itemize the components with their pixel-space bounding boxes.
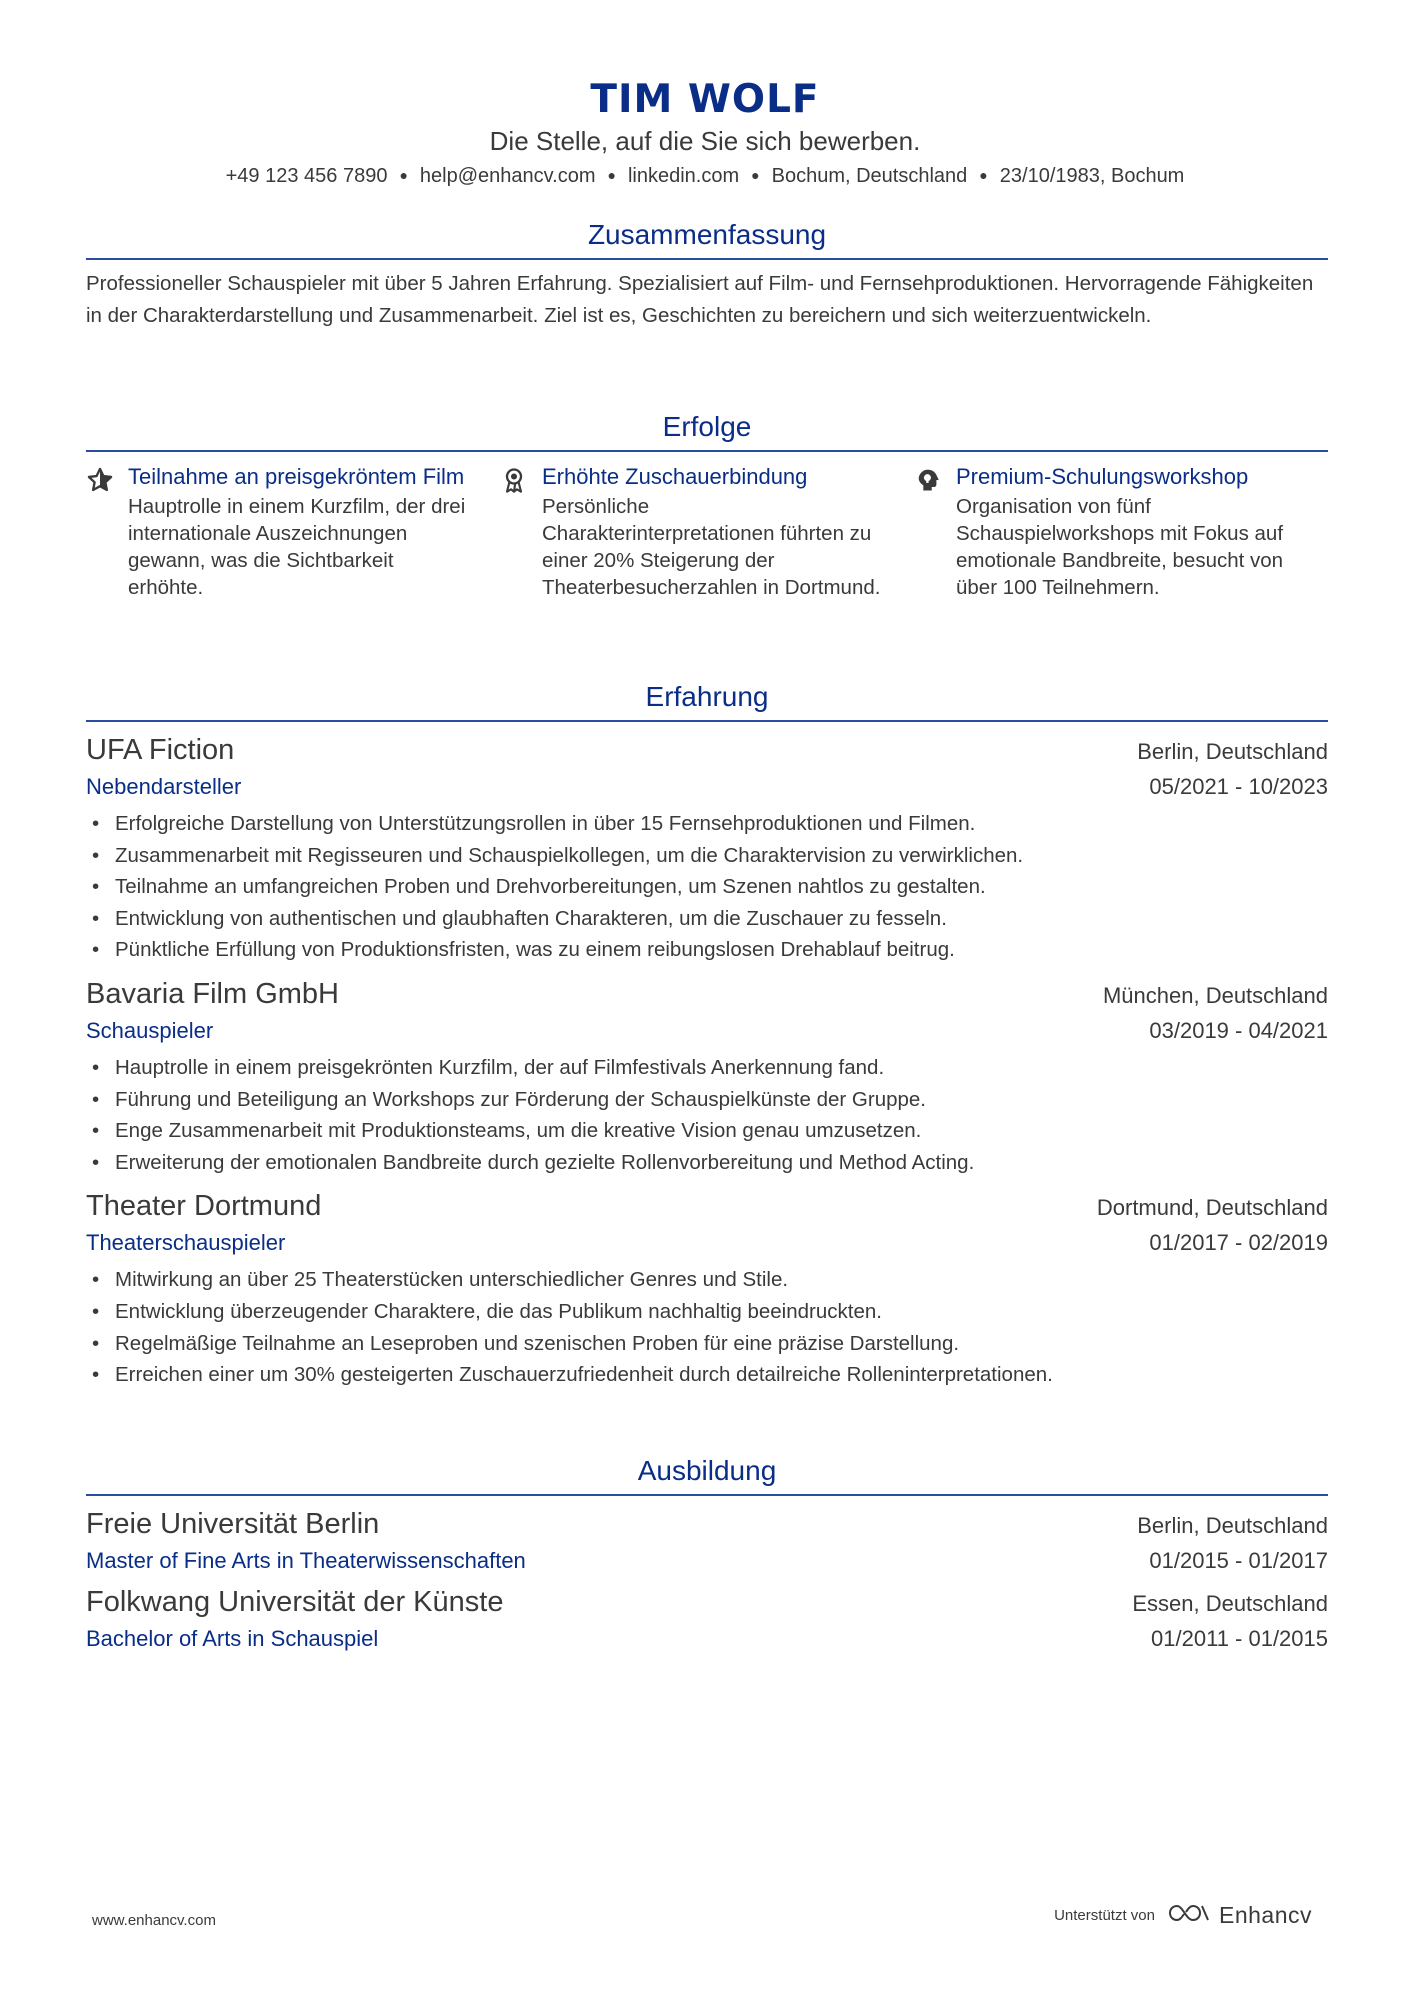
- job-entry: [86, 730, 1328, 966]
- bullet-item: • Entwicklung überzeugender Charaktere, die das Publikum nachhaltig beeindruckten.: [86, 1296, 1328, 1328]
- email-link[interactable]: help@enhancv.com: [419, 165, 596, 187]
- phone: +49 123 456 7890: [225, 165, 388, 187]
- summary-text: Professioneller Schauspieler mit über 5 Jahren Erfahrung. Spezialisiert auf Film- und Fernsehproduktionen. Hervorragende Fähigkeiten in der Charakterdarstellung und Zusammenarbeit. Ziel ist es, Geschichten zu bereichern und sich weiterzuentwickeln.: [86, 272, 1314, 327]
- job-company: Theater Dortmund: [86, 1190, 322, 1223]
- section-title-summary: Zusammenfassung: [86, 216, 1328, 260]
- achievements-section: [86, 408, 1328, 601]
- achievement-description: Organisation von fünf Schauspielworkshops mit Fokus auf emotionale Bandbreite, besucht von über 100 Teilnehmern.: [956, 495, 1284, 599]
- job-location: Dortmund, Deutschland: [1096, 1195, 1328, 1221]
- star-icon: [86, 462, 128, 601]
- bullet-item: • Entwicklung von authentischen und glaubhaften Charakteren, um die Zuschauer zu fesseln.: [86, 903, 1328, 935]
- job-dates: 05/2021 - 10/2023: [1149, 774, 1328, 799]
- job-company: UFA Fiction: [86, 734, 235, 766]
- bullet-item: • Pünktliche Erfüllung von Produktionsfristen, was zu einem reibungslosen Drehablauf beitrug.: [86, 934, 1328, 966]
- section-title-achievements: Erfolge: [86, 408, 1328, 452]
- head-lightbulb-icon: [914, 462, 956, 601]
- achievements-list: [86, 462, 1328, 601]
- achievement-title: Erhöhte Zuschauerbindung: [542, 464, 808, 489]
- section-title-education: Ausbildung: [86, 1452, 1328, 1496]
- achievement-title: Premium-Schulungsworkshop: [956, 464, 1249, 489]
- achievement-title: Teilnahme an preisgekröntem Film: [128, 464, 465, 489]
- job-bullets: [86, 808, 1328, 966]
- bullet-item: • Erfolgreiche Darstellung von Unterstützungsrollen in über 15 Fernsehproduktionen und Filmen.: [86, 808, 1328, 840]
- summary-section: [86, 216, 1328, 332]
- resume-header: [0, 76, 1410, 191]
- footer-website-link[interactable]: www.enhancv.com: [92, 1912, 216, 1929]
- degree: Master of Fine Arts in Theaterwissenschaften: [86, 1548, 526, 1573]
- education-dates: 01/2015 - 01/2017: [1149, 1548, 1328, 1573]
- school-location: Berlin, Deutschland: [1137, 1513, 1328, 1538]
- brand-name: Enhancv: [1218, 1902, 1312, 1928]
- job-entry: [86, 1186, 1328, 1390]
- job-entry: [86, 974, 1328, 1178]
- job-location: München, Deutschland: [1102, 982, 1328, 1008]
- job-role: Nebendarsteller: [86, 774, 242, 799]
- contact-line: [0, 160, 1410, 191]
- location: Bochum, Deutschland: [771, 165, 968, 187]
- footer-branding[interactable]: [1054, 1902, 1312, 1929]
- bullet-item: • Hauptrolle in einem preisgekrönten Kurzfilm, der auf Filmfestivals Anerkennung fand.: [86, 1052, 1328, 1084]
- separator-dot: ●: [979, 167, 988, 183]
- job-location: Berlin, Deutschland: [1137, 739, 1328, 764]
- job-title-tagline: Die Stelle, auf die Sie sich bewerben.: [489, 126, 921, 156]
- separator-dot: ●: [399, 167, 408, 183]
- award-icon: [500, 462, 542, 601]
- job-bullets: [86, 1264, 1328, 1390]
- bullet-item: • Enge Zusammenarbeit mit Produktionsteams, um die kreative Vision genau umzusetzen.: [86, 1115, 1328, 1147]
- achievement-item: [500, 462, 914, 601]
- candidate-name: TIM WOLF: [590, 77, 820, 122]
- bullet-item: • Teilnahme an umfangreichen Proben und Drehvorbereitungen, um Szenen nahtlos zu gestalten.: [86, 871, 1328, 903]
- job-role: Schauspieler: [86, 1017, 214, 1043]
- job-company: Bavaria Film GmbH: [86, 977, 339, 1010]
- powered-by-label: Unterstützt von: [1054, 1907, 1155, 1924]
- education-dates: 01/2011 - 01/2015: [1151, 1626, 1328, 1651]
- achievement-description: Persönliche Charakterinterpretationen führten zu einer 20% Steigerung der Theaterbesucherzahlen in Dortmund.: [542, 495, 881, 599]
- job-dates: 01/2017 - 02/2019: [1149, 1230, 1328, 1256]
- education-entry: [86, 1504, 1328, 1578]
- job-dates: 03/2019 - 04/2021: [1149, 1017, 1328, 1043]
- achievement-item: [86, 462, 500, 601]
- education-section: [86, 1452, 1328, 1656]
- school-location: Essen, Deutschland: [1132, 1591, 1328, 1616]
- degree: Bachelor of Arts in Schauspiel: [86, 1626, 379, 1651]
- bullet-item: • Mitwirkung an über 25 Theaterstücken unterschiedlicher Genres und Stile.: [86, 1264, 1328, 1296]
- bullet-item: • Führung und Beteiligung an Workshops zur Förderung der Schauspielkünste der Gruppe.: [86, 1084, 1328, 1116]
- bullet-item: • Zusammenarbeit mit Regisseuren und Schauspielkollegen, um die Charaktervision zu verwirklichen.: [86, 840, 1328, 872]
- school-name: Freie Universität Berlin: [86, 1508, 380, 1540]
- separator-dot: ●: [607, 167, 616, 183]
- job-role: Theaterschauspieler: [86, 1230, 286, 1256]
- job-bullets: [86, 1052, 1328, 1178]
- education-entry: [86, 1582, 1328, 1656]
- experience-section: [86, 678, 1328, 1391]
- enhancv-logo-icon: [1167, 1902, 1211, 1929]
- school-name: Folkwang Universität der Künste: [86, 1586, 504, 1618]
- achievement-description: Hauptrolle in einem Kurzfilm, der drei internationale Auszeichnungen gewann, was die Sichtbarkeit erhöhte.: [128, 495, 466, 599]
- bullet-item: • Erreichen einer um 30% gesteigerten Zuschauerzufriedenheit durch detailreiche Rolleninterpretationen.: [86, 1359, 1328, 1391]
- linkedin-link[interactable]: linkedin.com: [627, 165, 740, 187]
- section-title-experience: Erfahrung: [86, 678, 1328, 722]
- achievement-item: [914, 462, 1328, 601]
- bullet-item: • Regelmäßige Teilnahme an Leseproben und szenischen Proben für eine präzise Darstellung.: [86, 1328, 1328, 1360]
- separator-dot: ●: [751, 167, 760, 183]
- bullet-item: • Erweiterung der emotionalen Bandbreite durch gezielte Rollenvorbereitung und Method Acting.: [86, 1147, 1328, 1179]
- birth-info: 23/10/1983, Bochum: [999, 165, 1185, 187]
